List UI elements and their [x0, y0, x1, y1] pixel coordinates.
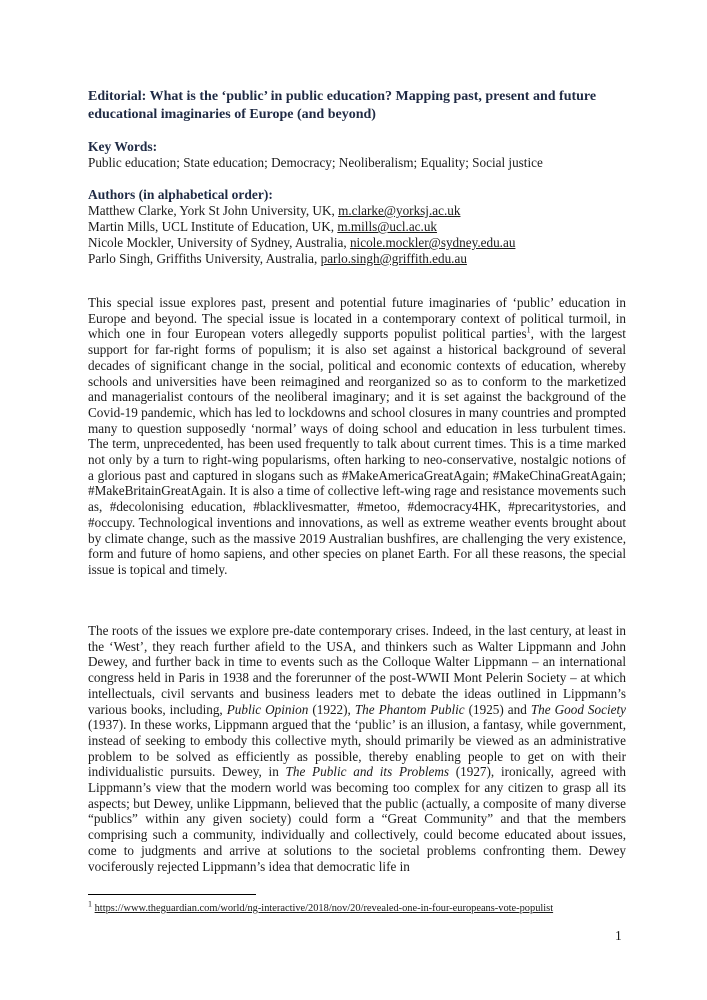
paragraph-text: (1922),: [308, 701, 355, 717]
author-affiliation: Nicole Mockler, University of Sydney, Australia,: [88, 235, 350, 250]
keywords-section: [88, 139, 626, 171]
body-paragraph-2: [88, 623, 626, 874]
editorial-title: Editorial: What is the ‘public’ in public education? Mapping past, present and future educational imaginaries of Europe (and beyond): [88, 89, 597, 122]
paragraph-text: The roots of the issues we explore pre-date contemporary crises. Indeed, in the last century, at least in the ‘West’, they reach further afield to the USA, and thinkers such as Walter Lippmann and John Dewey, and further back in time to events such as the Colloque Walter Lippmann – an international congress held in Paris in 1938 and the forerunner of the post-WWII Mont Pelerin Society – at which intellectuals, civil servants and business leaders met to debate the ideas outlined in Lippmann’s various books, including,: [88, 623, 626, 717]
paragraph-text: (1927), ironically, agreed with Lippmann’s view that the modern world was becoming too complex for any citizen to grasp all its aspects; but Dewey, unlike Lippmann, believed that the public (actually, a composite of many diverse “publics” within any given society) could form a “Great Community” and that the members comprising such a community, individually and collectively, could become educated about issues, come to judgments and arrive at solutions to the societal problems confronting them. Dewey vociferously rejected Lippmann’s idea that democratic life in: [88, 764, 626, 874]
authors-section: [88, 187, 626, 267]
author-email-link[interactable]: m.mills@ucl.ac.uk: [337, 219, 438, 234]
keywords-text: Public education; State education; Democracy; Neoliberalism; Equality; Social justice: [88, 155, 543, 170]
author-email-link[interactable]: m.clarke@yorksj.ac.uk: [338, 203, 461, 218]
footnote: [88, 899, 626, 915]
paragraph-text: (1925) and: [464, 701, 531, 717]
page-number: 1: [615, 928, 622, 943]
footnote-number: 1: [88, 899, 92, 909]
footnote-marker[interactable]: 1: [526, 326, 531, 336]
author-email-link[interactable]: parlo.singh@griffith.edu.au: [320, 251, 467, 266]
paragraph-text: (1937). In these works, Lippmann argued that the ‘public’ is an illusion, a fantasy, while government, instead of seeking to embody this collective myth, should primarily be viewed as an administrative problem to be solved as efficiently as possible, thereby enabling people to get on with their individualistic pursuits. Dewey, in: [88, 717, 626, 780]
paragraph-text: , with the largest support for far-right forms of populism; it is also set against a historical background of several decades of significant change in the social, political and economic contexts of education, whereby schools and universities have been reimagined and reorganized so as to conform to the marketized and managerialist contours of the neoliberal imaginary; and it is set against the background of the Covid-19 pandemic, which has led to lockdowns and school closures in many countries and prompted many to question supposedly ‘normal’ ways of doing school and education in less turbulent times. The term, unprecedented, has been used frequently to talk about current times. This is a time marked not only by a turn to right-wing popularisms, often harking to neo-conservative, nostalgic notions of a glorious past and captured in slogans such as #MakeAmericaGreatAgain; #MakeChinaGreatAgain; #MakeBritainGreatAgain. It is also a time of collective left-wing rage and resistance movements such as, #decolonising education, #blacklivesmatter, #metoo, #democracy4HK, #precaritystories, and #occupy. Technological inventions and innovations, as well as extreme weather events brought about by climate change, such as the massive 2019 Australian bushfires, are challenging the very existence, form and future of homo sapiens, and other species on planet Earth. For all these reasons, the special issue is topical and timely.: [88, 326, 627, 577]
author-affiliation: Martin Mills, UCL Institute of Education, UK,: [88, 219, 338, 234]
author-line: [88, 251, 626, 267]
author-email-link[interactable]: nicole.mockler@sydney.edu.au: [349, 235, 516, 250]
footnote-link[interactable]: https://www.theguardian.com/world/ng-interactive/2018/nov/20/revealed-one-in-four-europeans-vote-populist: [94, 903, 554, 914]
author-affiliation: Parlo Singh, Griffiths University, Australia,: [88, 251, 321, 266]
book-title: The Public and its Problems: [285, 764, 450, 780]
author-affiliation: Matthew Clarke, York St John University, UK,: [88, 203, 339, 218]
body-paragraph-1: [88, 295, 626, 578]
keywords-heading: Key Words:: [88, 139, 158, 154]
book-title: The Phantom Public: [354, 701, 465, 717]
footnote-divider: [88, 894, 256, 895]
author-line: [88, 219, 626, 235]
paragraph-text: This special issue explores past, present and potential future imaginaries of ‘public’ education in Europe and beyond. The special issue is located in a contemporary context of political turmoil, in which one in four European voters allegedly supports populist political parties: [88, 295, 626, 342]
book-title: Public Opinion: [226, 701, 309, 717]
author-line: [88, 235, 626, 251]
author-line: [88, 203, 626, 219]
authors-heading: Authors (in alphabetical order):: [88, 187, 273, 202]
book-title: The Good Society: [530, 701, 626, 717]
